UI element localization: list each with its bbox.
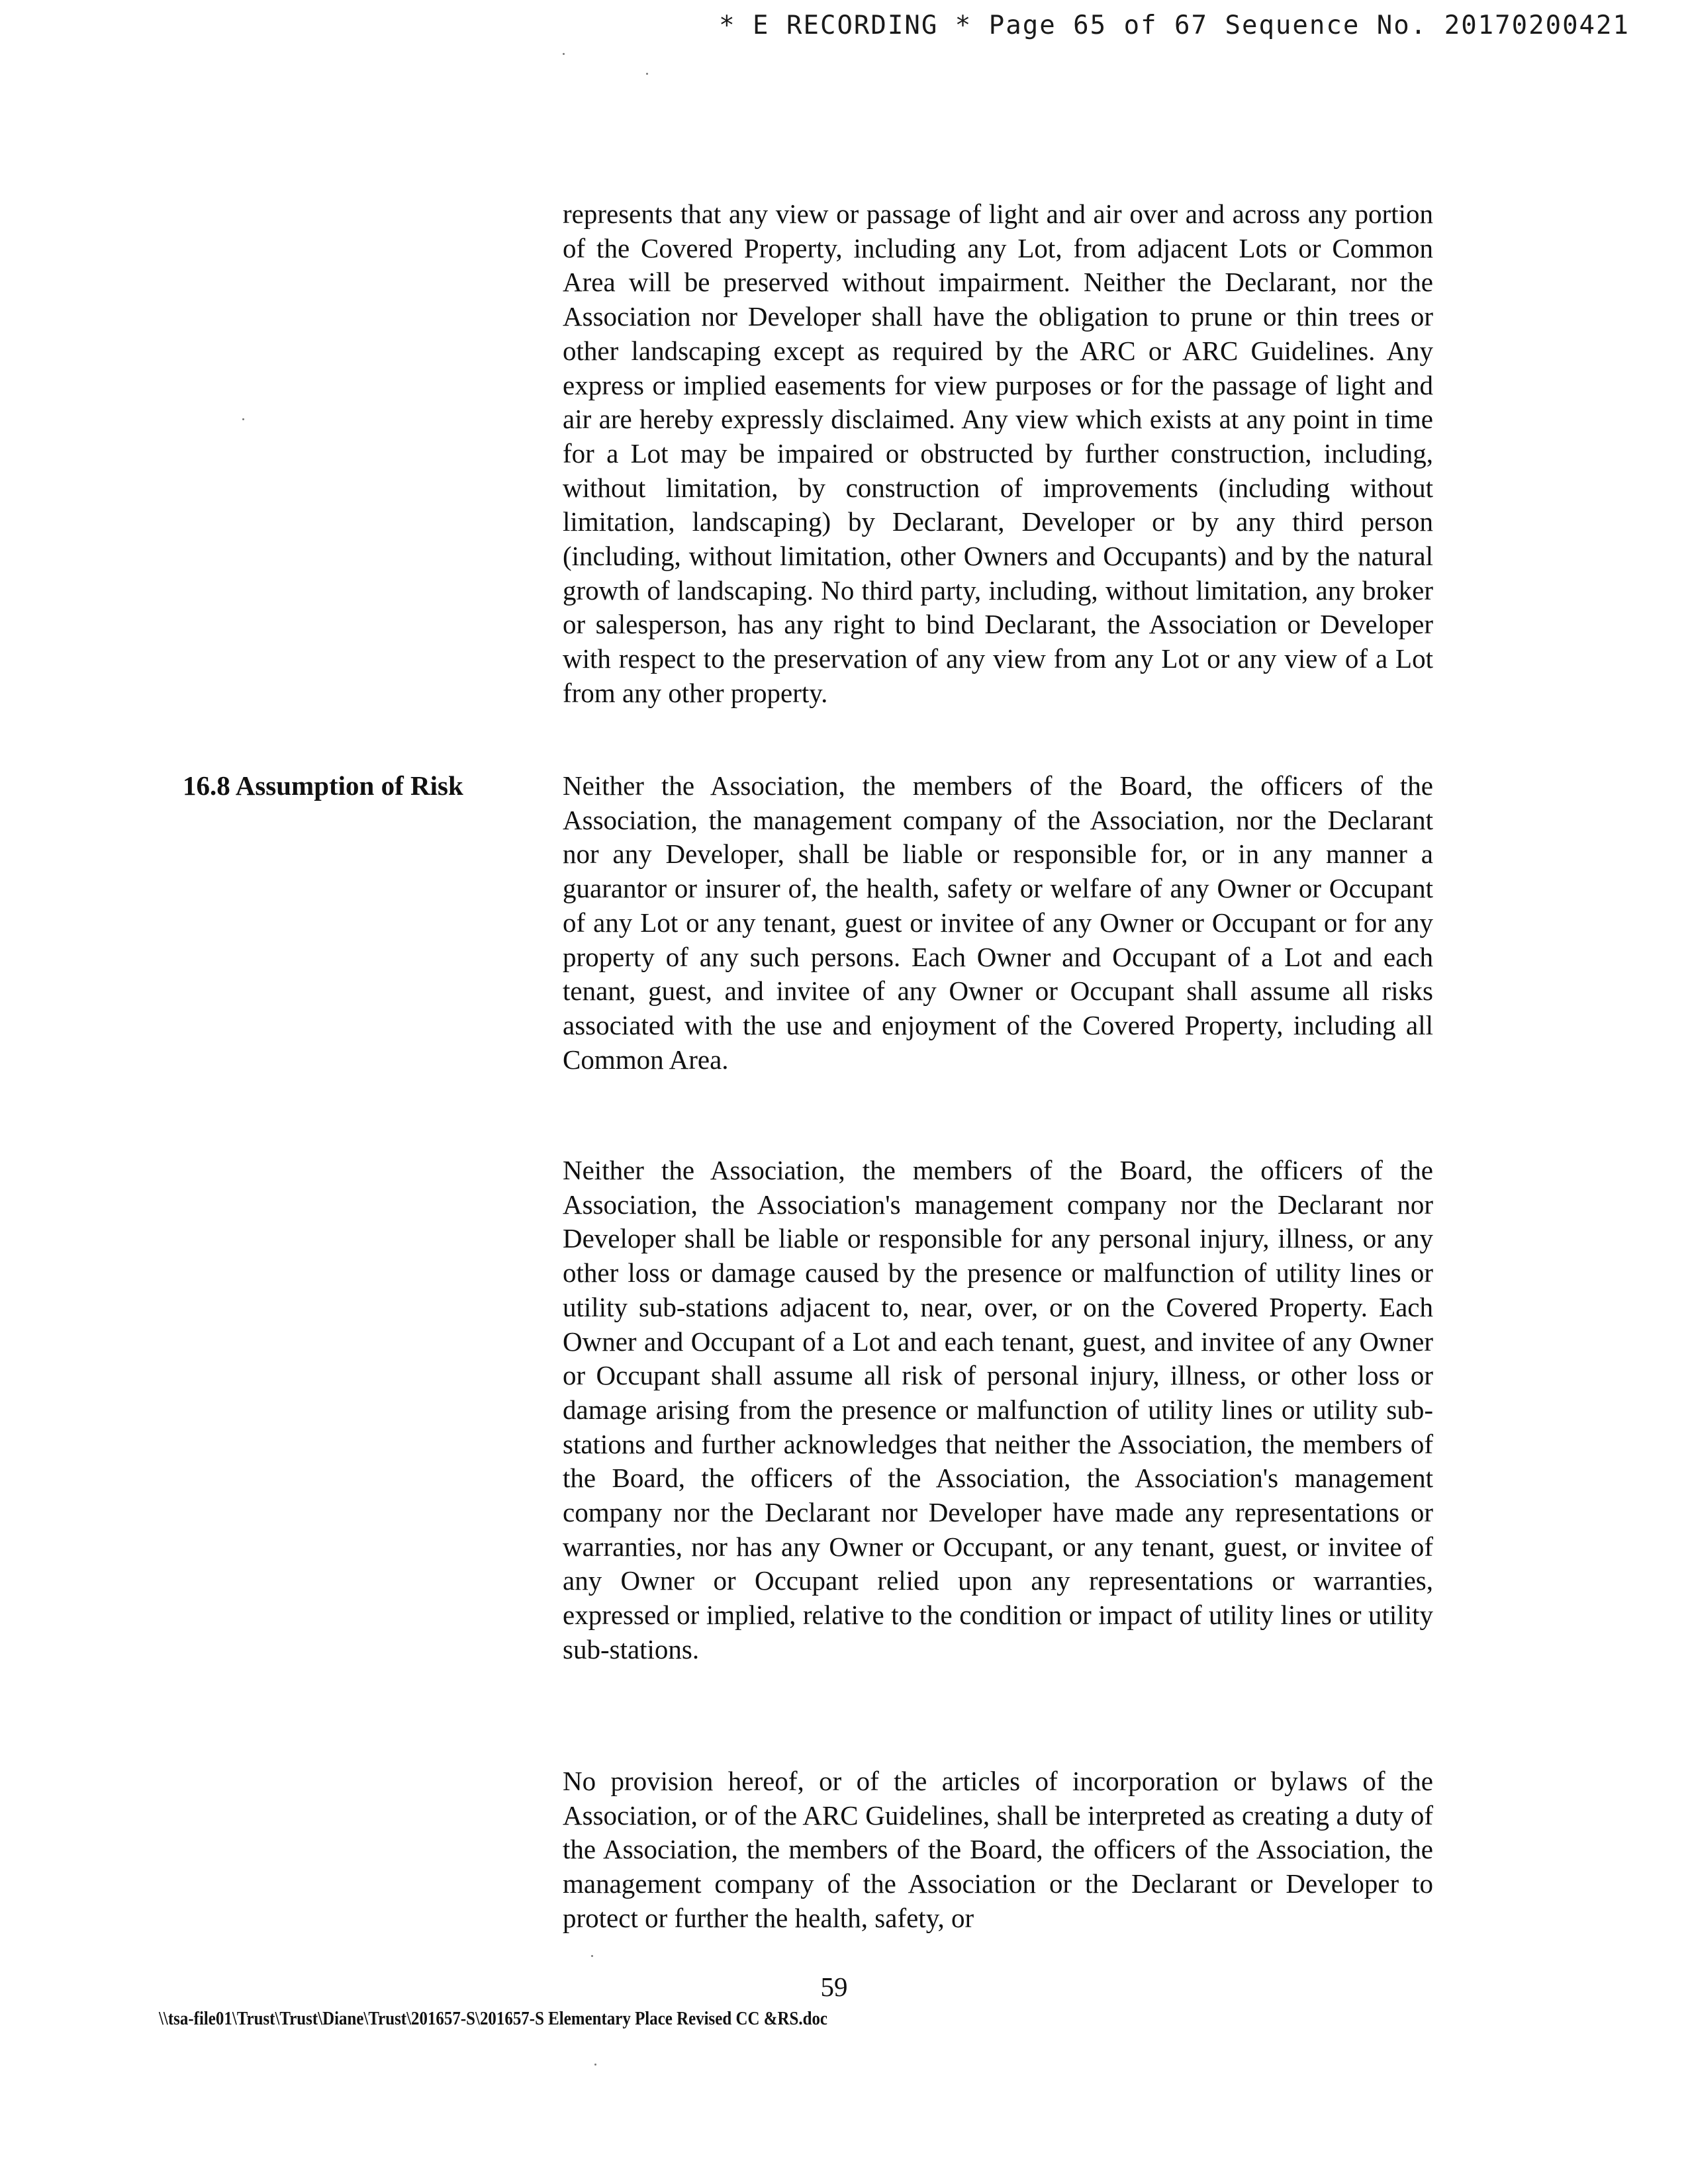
page-number — [0, 1970, 1688, 2003]
section-heading: 16.8 Assumption of Risk — [183, 770, 463, 801]
scan-speck — [646, 73, 648, 75]
body-paragraph: No provision hereof, or of the articles of incorporation or bylaws of the Association, or of the ARC Guidelines, shall be interpreted as creating a duty of the Association, the members of the Board, the officers of the Association, the management company of the Association or the Declarant or Developer to protect or further the health, safety, or — [563, 1766, 1433, 1933]
recording-header: * E RECORDING * Page 65 of 67 Sequence No. 20170200421 — [719, 11, 1630, 40]
body-paragraph: Neither the Association, the members of the Board, the officers of the Association, the Association's management company nor the Declarant nor Developer shall be liable or responsible for any personal injury, illness, or any other loss or damage caused by the presence or malfunction of utility lines or utility sub-stations adjacent to, near, over, or on the Covered Property. Each Owner and Occupant of a Lot and each tenant, guest, and invitee of any Owner or Occupant shall assume all risk of personal injury, illness, or other loss or damage arising from the presence or malfunction of utility lines or utility sub-stations and further acknowledges that neither the Association, the members of the Board, the officers of the Association, the Association's management company nor the Declarant nor Developer have made any representations or warranties, nor has any Owner or Occupant, or any tenant, guest, or invitee of any Owner or Occupant relied upon any representations or warranties, expressed or implied, relative to the condition or impact of utility lines or utility sub-stations. — [563, 1155, 1433, 1664]
scan-speck — [563, 53, 565, 55]
body-paragraph: Neither the Association, the members of the Board, the officers of the Association, the management company of the Association, nor the Declarant nor any Developer, shall be liable or responsible for, or in any manner a guarantor or insurer of, the health, safety or welfare of any Owner or Occupant of any Lot or any tenant, guest or invitee of any Owner or Occupant or for any property of any such persons. Each Owner and Occupant of a Lot and each tenant, guest, and invitee of any Owner or Occupant shall assume all risks associated with the use and enjoyment of the Covered Property, including all Common Area. — [563, 770, 1433, 1075]
scan-speck — [242, 418, 244, 420]
scan-speck — [591, 1955, 593, 1957]
page-number-text: 59 — [820, 1972, 848, 2002]
footer-file-path: \\tsa-file01\Trust\Trust\Diane\Trust\201657-S\201657-S Elementary Place Revised CC &RS.doc — [159, 2008, 828, 2029]
scan-speck — [594, 2064, 596, 2066]
body-paragraph: represents that any view or passage of light and air over and across any portion of the Covered Property, including any Lot, from adjacent Lots or Common Area will be preserved without impairment. Neither the Declarant, nor the Association nor Developer shall have the obligation to prune or thin trees or other landscaping except as required by the ARC or ARC Guidelines. Any express or implied easements for view purposes or for the passage of light and air are hereby expressly disclaimed. Any view which exists at any point in time for a Lot may be impaired or obstructed by further construction, including, without limitation, by construction of improvements (including without limitation, landscaping) by Declarant, Developer or by any third person (including, without limitation, other Owners and Occupants) and by the natural growth of landscaping. No third party, including, without limitation, any broker or salesperson, has any right to bind Declarant, the Association or Developer with respect to the preservation of any view from any Lot or any view of a Lot from any other property. — [563, 199, 1433, 708]
